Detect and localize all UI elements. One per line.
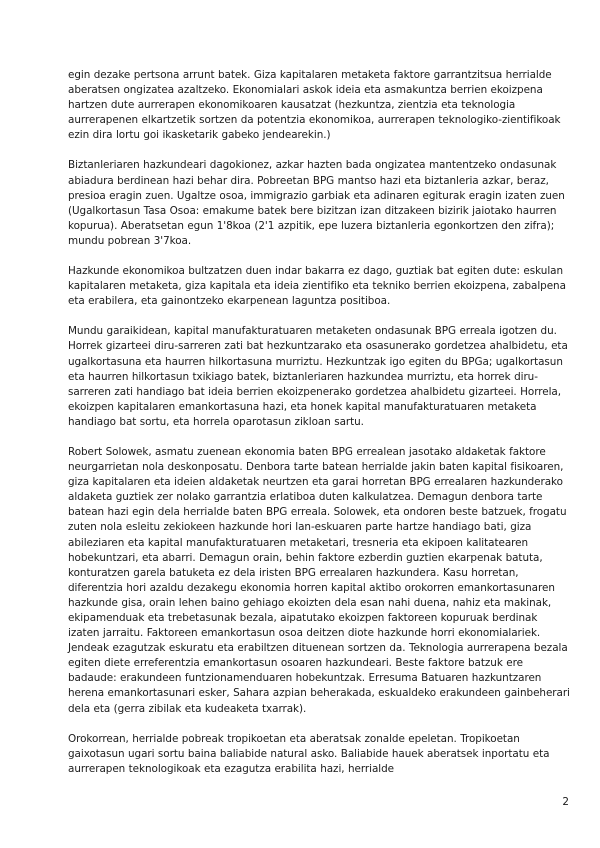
paragraph-4: Mundu garaikidean, kapital manufakturatuaren metaketen ondasunak BPG erreala igotzen du. Horrek gizarteei diru-sarreren zati bat hezkuntzarako eta osasunerako gordetzea ahalbidetu, eta ugalkortasuna eta haurren hilkortasuna murriztu. Hezkuntzak igo egiten du BPGa; ugalkortasun eta haurren hilkortasun txikiago batek, biztanleriaren hazkundea murriztu, eta horrek diru-sarreren zati handiago bat ideia berrien ekoizpenerako gordetzea ahalbidetu gizarteei. Horrela, ekoizpen kapitalaren emankortasuna hazi, eta honek kapital manufakturatuaren metaketa handiago bat sortu, eta horrela oparotasun zikloan sartu. bbox=[68, 325, 568, 428]
paragraph-3: Hazkunde ekonomikoa bultzatzen duen indar bakarra ez dago, guztiak bat egiten dute: eskulan kapitalaren metaketa, giza kapitala eta ideia zientifiko eta tekniko berrien ekoizpena, zabalpena eta erabilera, eta gainontzeko ekarpenean laguntza positiboa. bbox=[68, 265, 566, 308]
page-number: 2 bbox=[562, 796, 569, 808]
paragraph-1: egin dezake pertsona arrunt batek. Giza kapitalaren metaketa faktore garrantzitsua herrialde aberatsen ongizatea azaltzeko. Ekonomialari askok ideia eta asmakuntza berrien ekoizpena hartzen dute aurrerapen ekonomikoaren kausatzat (hezkuntza, zientzia eta teknologia aurrerapenen elkartzetik sortzen da potentzia ekonomikoa, aurrerapen teknologiko-zientifikoak ezin dira lortu goi ikasketarik gabeko jendearekin.) bbox=[68, 69, 561, 142]
paragraph-6: Orokorrean, herrialde pobreak tropikoetan eta aberatsak zonalde epeletan. Tropikoetan gaixotasun ugari sortu baina baliabide natural asko. Baliabide hauek aberatsek inportatu eta aurrerapen teknologikoak eta ezagutza erabilita hazi, herrialde bbox=[68, 732, 550, 775]
paragraph-5: Robert Solowek, asmatu zuenean ekonomia baten BPG errealean jasotako aldaketak faktore neurgarrietan nola deskonposatu. Denbora tarte batean herrialde jakin baten kapital fisikoaren, giza kapitalaren eta ideien aldaketak neurtzen eta garai horretan BPG errealaren hazkunderako aldaketa guztiek zer nolako garrantzia erlatiboa duten kalkulatzea. Demagun denbora tarte batean hazi egin dela herrialde baten BPG erreala. Solowek, eta ondoren beste batzuek, frogatu zuten nola esleitu zekiokeen hazkunde hori lan-eskuaren parte hartze handiago bati, giza abileziaren eta kapital manufakturatuaren metaketari, tresneria eta ekipoen kalitatearen hobekuntzari, eta abarri. Demagun orain, behin faktore ezberdin guztien ekarpenak batuta, konturatzen garela batuketa ez dela iristen BPG errealaren hazkundera. Kasu horretan, diferentzia hori azaldu dezakegu ekonomia horren kapital aktibo orokorren emankortasunaren hazkunde gisa, orain lehen baino gehiago ekoizten dela esan nahi duena, nahiz eta makinak, ekipamenduak eta trebetasunak bezala, aipatutako ekoizpen faktoreen kopuruak berdinak izaten jarraitu. Faktoreen emankortasun osoa deitzen diote hazkunde horri ekonomialariek. Jendeak ezagutzak eskuratu eta erabiltzen dituenean sortzen da. Teknologia aurrerapena bezala egiten diete erreferentzia emankortasun osoaren hazkundeari. Beste faktore batzuk ere badaude: erakundeen funtzionamenduaren hobekuntzak. Erresuma Batuaren hazkuntzaren herena emankortasunari esker, Sahara azpian beherakada, eskualdeko erakundeen gainbeherari dela eta (gerra zibilak eta kudeaketa txarrak). bbox=[68, 445, 570, 715]
paragraph-2: Biztanleriaren hazkundeari dagokionez, azkar hazten bada ongizatea mantentzeko ondasunak abiadura berdinean hazi behar dira. Pobreetan BPG mantso hazi eta biztanleria azkar, beraz, presioa eragin zuen. Ugaltze osoa, immigrazio garbiak eta adinaren egiturak eragin izaten zuen (Ugalkortasun Tasa Osoa: emakume batek bere bizitzan izan ditzakeen bizirik jaiotako haurren kopurua). Aberatsetan egun 1'8koa (2'1 azpitik, epe luzera biztanleria egonkortzen den zifra); mundu pobrean 3'7koa. bbox=[68, 159, 565, 247]
